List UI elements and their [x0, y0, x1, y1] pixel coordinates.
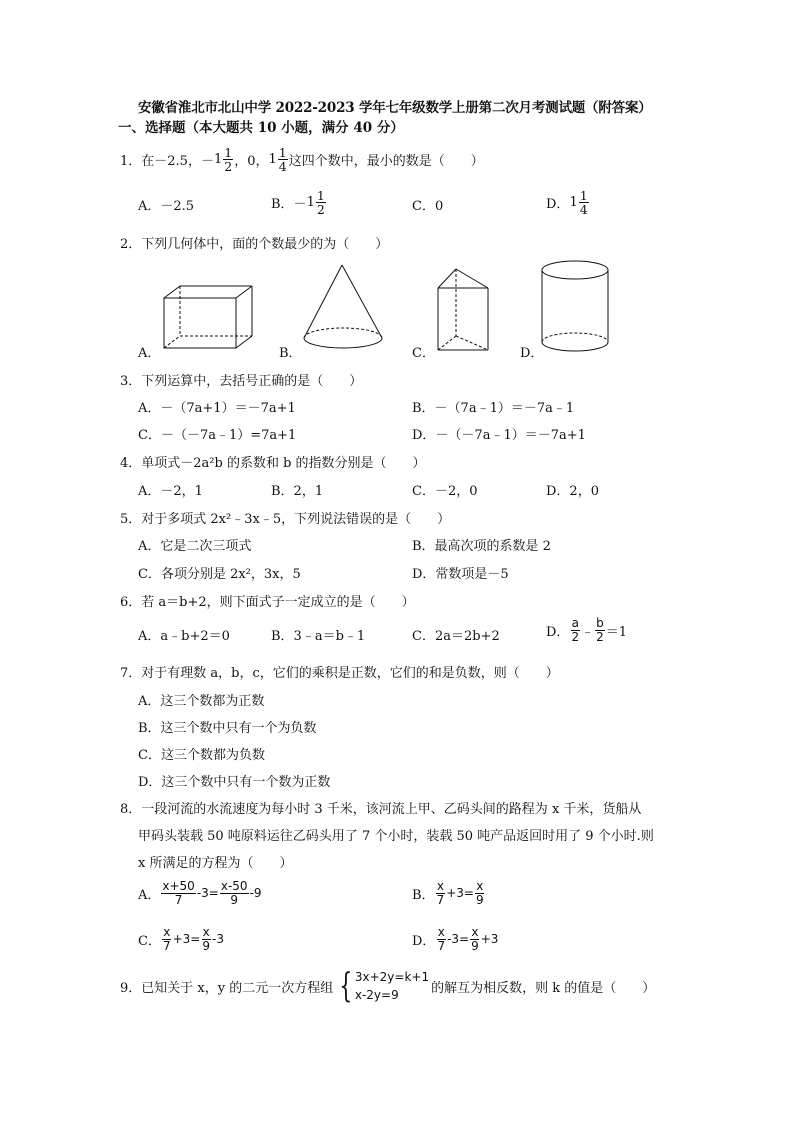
question-6-option-a: A．a﹣b+2＝0 [138, 629, 230, 644]
question-4-stem: 4．单项式－2a²b 的系数和 b 的指数分别是（ ） [120, 456, 426, 471]
cylinder-figure [538, 258, 612, 356]
question-8-stem-line-3: x 所满足的方程为（ ） [138, 856, 293, 871]
fraction: $\frac{x}{9}$ [202, 925, 210, 953]
fraction: $\frac{1}{2}$ [316, 188, 325, 218]
question-7-option-d: D．这三个数中只有一个数为正数 [138, 775, 331, 790]
section-heading: 一、选择题（本大题共 10 小题，满分 40 分） [118, 120, 404, 136]
question-1-option-b: B．－ 1 $\frac{1}{2}$ [271, 188, 325, 218]
question-5-option-a: A．它是二次三项式 [138, 539, 252, 554]
question-4-option-b: B．2，1 [271, 484, 324, 499]
fraction: $\frac{x+50}{7}$ [162, 879, 195, 907]
question-3-option-c: C．－（－7a﹣1）=7a+1 [138, 428, 297, 443]
page-title: 安徽省淮北市北山中学 2022-2023 学年七年级数学上册第二次月考测试题（附答案） [138, 100, 652, 116]
question-8-option-a: A． $\frac{x+50}{7}$ -3= $\frac{x-50}{9}$ -9 [138, 879, 262, 907]
question-8-option-c: C． $\frac{x}{7}$ +3= $\frac{x}{9}$ -3 [138, 925, 224, 953]
question-5-stem: 5．对于多项式 2x²﹣3x﹣5，下列说法错误的是（ ） [120, 512, 451, 527]
question-1-option-d: D． 1 $\frac{1}{4}$ [546, 188, 588, 218]
question-3-option-a: A．－（7a+1）＝－7a+1 [138, 401, 296, 416]
question-2-option-a: A． [138, 346, 161, 361]
question-9-stem: 9．已知关于 x，y 的二元一次方程组 { 3x+2y=k+1 x-2y=9 的解互为相反数，则 k 的值是（ ） [120, 966, 656, 1006]
question-3-stem: 3．下列运算中，去括号正确的是（ ） [120, 374, 363, 389]
fraction: $\frac{x}{7}$ [436, 879, 445, 907]
fraction: $\frac{x}{7}$ [162, 925, 171, 953]
question-1-stem: 1．在－2.5，－ 1 $\frac{1}{2}$ ，0， 1 $\frac{1}{4}$ 这四个数中，最小的数是（ ） [120, 145, 484, 175]
fraction: $\frac{1}{2}$ [224, 145, 233, 175]
fraction: $\frac{x}{9}$ [475, 879, 484, 907]
triangular-prism-figure [432, 266, 494, 356]
equation-system [335, 968, 429, 1004]
brace: { [339, 966, 353, 1006]
question-8-stem-line-1: 8．一段河流的水流速度为每小时 3 千米，该河流上甲、乙码头间的路程为 x 千米，货船从 [120, 802, 642, 817]
question-6-stem: 6．若 a＝b+2，则下面式子一定成立的是（ ） [120, 595, 415, 610]
question-5-option-d: D．常数项是－5 [412, 567, 509, 582]
question-4-option-d: D．2，0 [546, 484, 599, 499]
question-5-option-b: B．最高次项的系数是 2 [412, 539, 551, 554]
question-8-stem-line-2: 甲码头装载 50 吨原料运往乙码头用了 7 个小时，装载 50 吨产品返回时用了 9 个小时.则 [138, 829, 654, 844]
question-8-option-d: D． $\frac{x}{7}$ -3= $\frac{x}{9}$ +3 [412, 925, 499, 953]
question-7-stem: 7．对于有理数 a，b，c，它们的乘积是正数，它们的和是负数，则（ ） [120, 666, 559, 681]
question-2-option-b: B． [279, 346, 302, 361]
question-6-option-d: D． $\frac{a}{2}$ ﹣ $\frac{b}{2}$ ＝1 [546, 616, 628, 644]
question-2-stem: 2．下列几何体中，面的个数最少的为（ ） [120, 237, 389, 252]
question-1-option-c: C．0 [412, 199, 444, 214]
fraction: $\frac{x-50}{9}$ [220, 879, 248, 907]
question-1-option-a: A．－2.5 [138, 199, 195, 214]
equation-1: 3x+2y=k+1 [354, 970, 430, 984]
question-6-option-c: C．2a＝2b+2 [412, 629, 500, 644]
cone-figure [298, 262, 388, 354]
question-3-option-b: B．－（7a﹣1）＝－7a﹣1 [412, 401, 575, 416]
question-8-option-b: B． $\frac{x}{7}$ +3= $\frac{x}{9}$ [412, 879, 484, 907]
question-5-option-c: C．各项分别是 2x²，3x，5 [138, 567, 301, 582]
question-4-option-a: A．－2，1 [138, 484, 203, 499]
question-2-option-d: D． [520, 346, 544, 361]
fraction: $\frac{x}{7}$ [437, 925, 446, 953]
fraction: $\frac{1}{4}$ [579, 188, 588, 218]
fraction: $\frac{x}{9}$ [471, 925, 479, 953]
fraction: $\frac{1}{4}$ [278, 145, 287, 175]
question-2-option-c: C． [412, 346, 435, 361]
question-6-option-b: B．3﹣a＝b﹣1 [271, 629, 366, 644]
question-7-option-a: A．这三个数都为正数 [138, 694, 265, 709]
question-7-option-c: C．这三个数都为负数 [138, 748, 265, 763]
fraction: $\frac{b}{2}$ [596, 616, 604, 644]
question-7-option-b: B．这三个数中只有一个为负数 [138, 721, 317, 736]
equation-2: x-2y=9 [354, 988, 399, 1002]
cuboid-figure [160, 282, 255, 354]
question-4-option-c: C．－2，0 [412, 484, 478, 499]
fraction: $\frac{a}{2}$ [571, 616, 580, 644]
question-3-option-d: D．－（－7a﹣1）＝－7a+1 [412, 428, 586, 443]
